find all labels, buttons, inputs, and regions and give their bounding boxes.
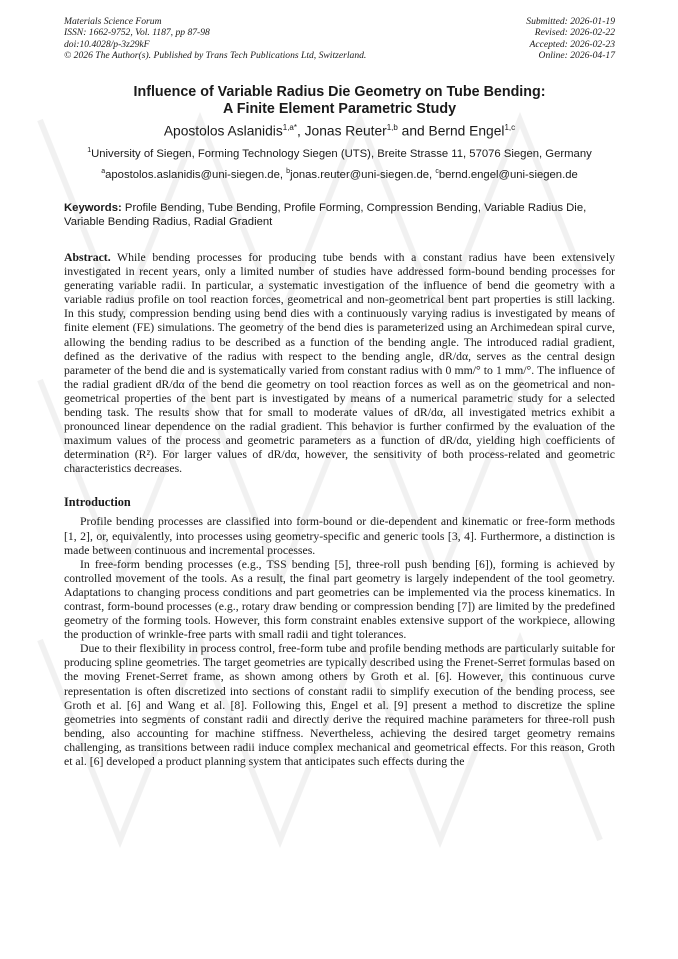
revised-date: Revised: 2026-02-22	[534, 27, 615, 39]
email-list	[64, 168, 615, 181]
email-c-sup: c	[435, 167, 439, 175]
keywords-label: Keywords:	[64, 201, 122, 214]
email-sep-2: ,	[429, 168, 436, 181]
abstract-block	[64, 251, 615, 477]
paper-page	[64, 16, 615, 769]
affiliation-text: University of Siegen, Forming Technology Siegen (UTS), Breite Strasse 11, 57076 Siegen, Germany	[91, 147, 592, 160]
journal-name: Materials Science Forum	[64, 16, 162, 27]
email-a[interactable]: apostolos.aslanidis@uni-siegen.de	[105, 168, 280, 181]
author-1-sup: 1,a*	[282, 122, 297, 132]
intro-paragraph-1: Profile bending processes are classified into form-bound or die-dependent and kinematic or free-form methods [1, 2], or, equivalently, into processes using geometry-specific and generic tools [3, 4]. Furthermore, a distinction is made between continuous and incremental processes.	[64, 515, 615, 557]
publication-dates	[526, 16, 615, 62]
email-sep-1: ,	[279, 168, 287, 181]
email-a-sup: a	[101, 167, 106, 175]
author-3: Bernd Engel	[428, 123, 505, 139]
paper-title	[64, 84, 615, 118]
author-1: Apostolos Aslanidis	[163, 123, 283, 139]
submitted-date: Submitted: 2026-01-19	[526, 16, 615, 27]
journal-info	[64, 16, 366, 62]
author-2-sup: 1,b	[386, 122, 398, 132]
author-sep-1: ,	[296, 123, 305, 139]
keywords-text: Profile Bending, Tube Bending, Profile Forming, Compression Bending, Variable Radius Die, Variable Bending Radius, Radial Gradient	[64, 201, 587, 229]
email-b[interactable]: jonas.reuter@uni-siegen.de	[290, 168, 430, 181]
doi-line[interactable]: doi:10.4028/p-3z29kF	[64, 38, 150, 50]
abstract-label: Abstract.	[64, 250, 111, 264]
email-b-sup: b	[286, 167, 291, 175]
author-list	[64, 123, 615, 139]
online-date: Online: 2026-04-17	[538, 50, 615, 62]
title-line-2: A Finite Element Parametric Study	[222, 100, 457, 117]
author-2: Jonas Reuter	[304, 123, 387, 139]
author-sep-2: and	[397, 123, 429, 139]
keywords-block	[64, 201, 615, 230]
intro-paragraph-2: In free-form bending processes (e.g., TSS bending [5], three-roll push bending [6]), forming is achieved by controlled movement of the tools. As a result, the final part geometry is largely independent of the tool geometry. Adaptations to changing process conditions and part geometries can be implemented via the process kinematics. In contrast, form-bound processes (e.g., rotary draw bending or compression bending [7]) are limited by the predefined geometry of the forming tools. However, this form constraint enables extensive support of the workpiece, allowing the production of wrinkle-free parts with small radii and tight tolerances.	[64, 557, 615, 642]
abstract-text: While bending processes for producing tube bends with a constant radius have been extensively investigated in recent years, only a limited number of studies have addressed form-bound bending processes for generating variable radii. In particular, a systematic investigation of the influence of bend die geometry with a variable radius profile on tool reaction forces, geometrical and non-geometrical bent part properties is still lacking. In this study, compression bending using bend dies with a continuously varying radius is investigated by means of finite element (FE) simulations. The geometry of the bend dies is parameterized using an Archimedean spiral curve, allowing the bending radius to be described as a function of the bending angle. The introduced radial gradient, defined as the derivative of the radius with respect to the bending angle, dR/dα, serves as the central design parameter of the bend die and is systematically varied from constant radius with 0 mm/° to 1 mm/°. The influence of the radial gradient dR/dα of the bend die geometry on tool reaction forces as well as on the geometrical and non-geometrical properties of the bent part is investigated by means of a numerical parametric study for a selected bending task. The results show that for small to moderate values of dR/dα, all investigated metrics exhibit a pronounced linear dependence on the radial gradient. This behavior is further confirmed by the evaluation of the maximum values of the process and geometric parameters as a function of dR/dα, yielding high coefficients of determination (R²). For larger values of dR/dα, however, the sensitivity of both process-related and geometric characteristics decreases.	[64, 250, 615, 476]
issn-line: ISSN: 1662-9752, Vol. 1187, pp 87-98	[64, 27, 210, 39]
title-line-1: Influence of Variable Radius Die Geometry on Tube Bending:	[133, 83, 546, 100]
author-3-sup: 1,c	[504, 122, 516, 132]
introduction-heading: Introduction	[64, 495, 131, 510]
intro-paragraph-3: Due to their flexibility in process control, free-form tube and profile bending methods are particularly suitable for producing spline geometries. The target geometries are typically described using the Frenet-Serret formulas based on the moving Frenet-Serret frame, as shown among others by Groth et al. [6]. However, this continuous curve representation is often discretized into sections of constant radii to simplify execution of the bending process, see Groth et al. [6] and Wang et al. [8]. Following this, Engel et al. [9] present a method to discretize the spline geometries into segments of constant radii and directly derive the required machine parameters for three-roll push bending, also accounting for machine stiffness. Nevertheless, achieving the desired target geometry remains challenging, as transitions between radii induce complex mechanical and geometrical effects. For this reason, Groth et al. [6] developed a product planning system that anticipates such effects during the	[64, 642, 615, 769]
copyright-line: © 2026 The Author(s). Published by Trans Tech Publications Ltd, Switzerland.	[64, 50, 367, 62]
email-c[interactable]: bernd.engel@uni-siegen.de	[438, 168, 578, 181]
journal-header	[64, 16, 615, 62]
affiliation	[64, 143, 615, 162]
affiliation-sup: 1	[87, 147, 92, 155]
accepted-date: Accepted: 2026-02-23	[529, 38, 615, 50]
